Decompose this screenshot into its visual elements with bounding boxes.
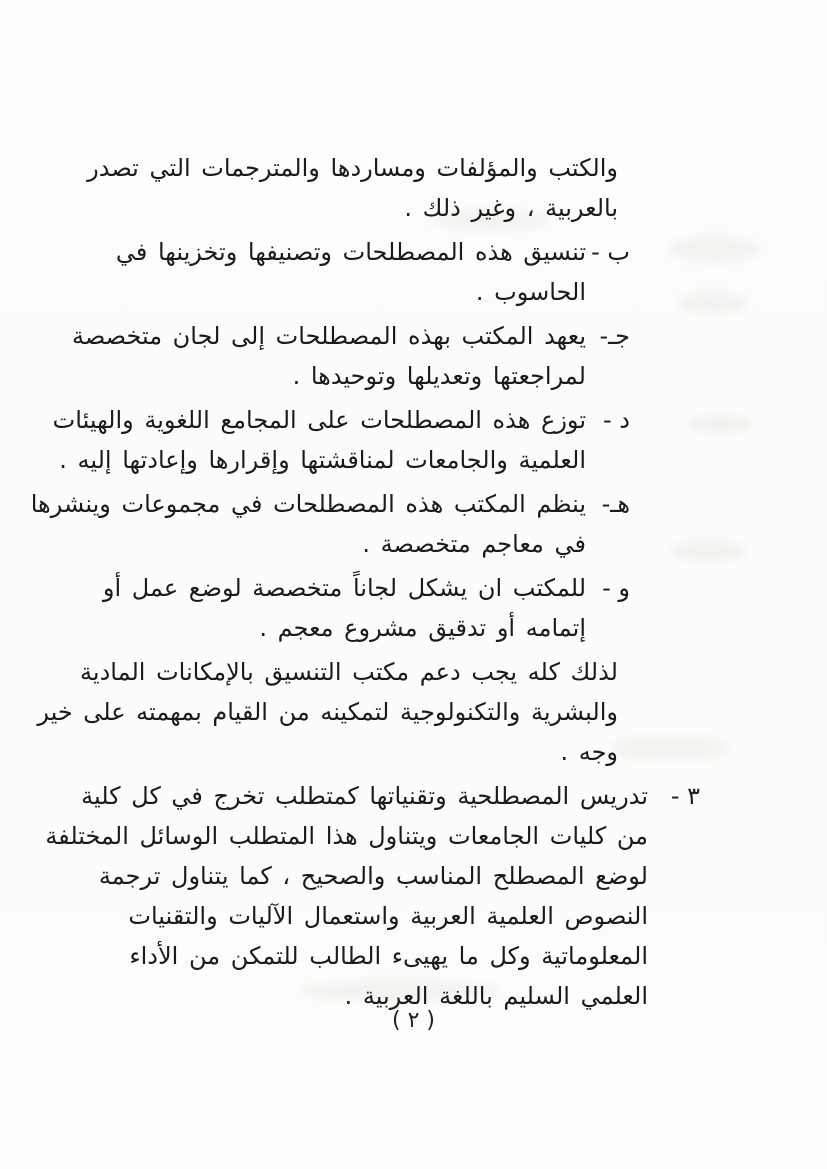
text-line: إتمامه أو تدقيق مشروع معجم . [259, 614, 586, 642]
text-line: توزع هذه المصطلحات على المجامع اللغوية والهيئات [52, 406, 586, 434]
text-line: المعلوماتية وكل ما يهيىء الطالب للتمكن من الأداء [129, 942, 648, 970]
page-body [30, 148, 700, 1020]
text-line: العلمي السليم باللغة العربية . [344, 982, 648, 1010]
text-line: للمكتب ان يشكل لجاناً متخصصة لوضع عمل أو [102, 574, 586, 602]
numbered-item-3 [45, 776, 700, 1016]
text-line: بالعربية ، وغير ذلك . [404, 194, 618, 222]
text-line: لوضع المصطلح المناسب والصحيح ، كما يتناول ترجمة [98, 862, 648, 890]
text-line: من كليات الجامعات ويتناول هذا المتطلب الوسائل المختلفة [45, 822, 648, 850]
text-line: النصوص العلمية العربية واستعمال الآليات والتقنيات [128, 902, 648, 930]
list-item-text [115, 232, 586, 312]
text-line: ينظم المكتب هذه المصطلحات في مجموعات وينشرها [30, 490, 586, 518]
list-item-text [102, 568, 586, 648]
list-item-marker: هـ- [601, 490, 630, 518]
list-item-text [71, 316, 586, 396]
list-item-text [30, 484, 586, 564]
text-line: والكتب والمؤلفات ومساردها والمترجمات التي تصدر [87, 154, 618, 182]
list-item-waw [102, 568, 630, 648]
list-item-ba [115, 232, 630, 312]
list-item-text [52, 400, 586, 480]
paragraph-closing [37, 652, 618, 772]
text-line: الحاسوب . [475, 278, 586, 306]
page-number: ( ٢ ) [392, 1008, 435, 1033]
list-item-marker: و - [602, 574, 630, 602]
text-line: في معاجم متخصصة . [362, 530, 586, 558]
text-line: العلمية والجامعات لمناقشتها وإقرارها وإعادتها إليه . [59, 446, 586, 474]
text-line: لذلك كله يجب دعم مكتب التنسيق بالإمكانات المادية [80, 658, 618, 686]
list-item-marker: د - [603, 406, 630, 434]
text-line: لمراجعتها وتعديلها وتوحيدها . [292, 362, 586, 390]
text-line: وجه . [560, 738, 618, 766]
list-item-ha [30, 484, 630, 564]
numbered-item-marker: ٣ - [670, 782, 700, 810]
list-item-marker: جـ- [599, 322, 630, 350]
numbered-item-text [45, 776, 648, 1016]
paragraph-intro-continuation [87, 148, 618, 228]
text-line: تدريس المصطلحية وتقنياتها كمتطلب تخرج في كل كلية [81, 782, 648, 810]
list-item-dal [52, 400, 630, 480]
text-line: يعهد المكتب بهذه المصطلحات إلى لجان متخصصة [71, 322, 586, 350]
list-item-jeem [71, 316, 630, 396]
list-item-marker: ب - [591, 238, 630, 266]
text-line: والبشرية والتكنولوجية لتمكينه من القيام بمهمته على خير [37, 698, 618, 726]
text-line: تنسيق هذه المصطلحات وتصنيفها وتخزينها في [115, 238, 586, 266]
